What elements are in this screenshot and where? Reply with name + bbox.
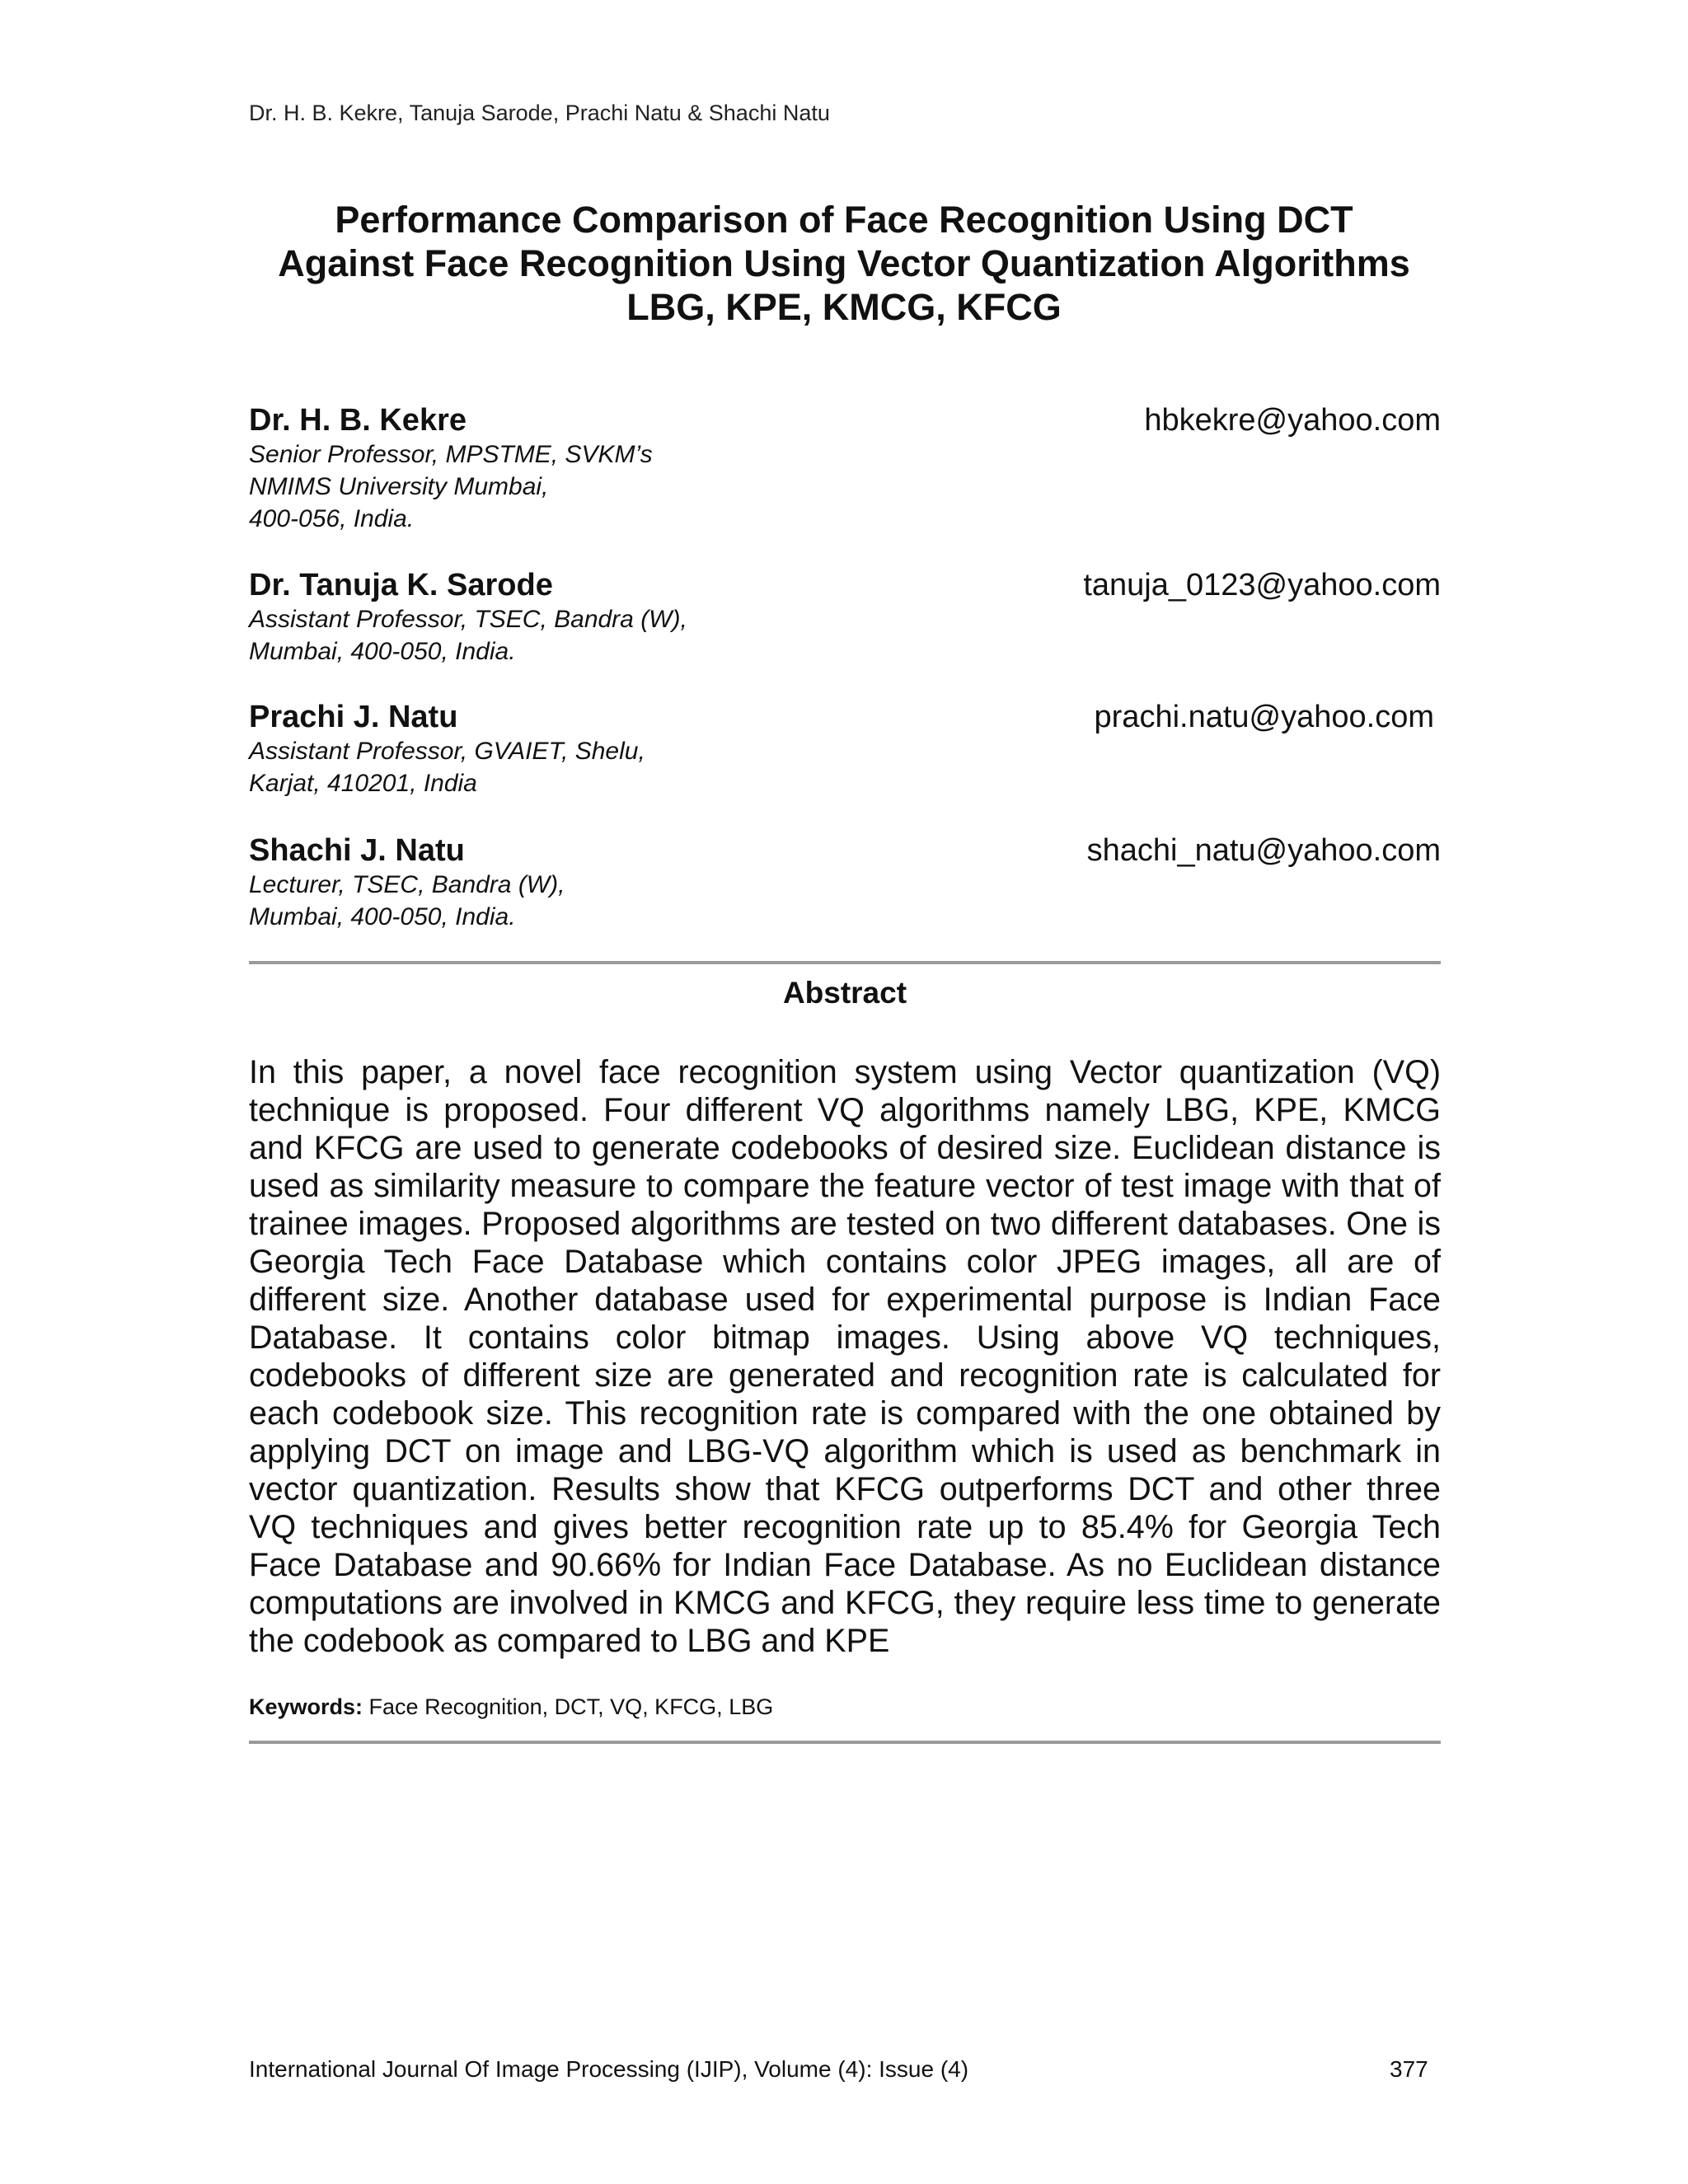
author-name: Prachi J. Natu	[249, 700, 458, 734]
abstract-heading: Abstract	[782, 976, 907, 1010]
author-email: hbkekre@yahoo.com	[1144, 403, 1441, 438]
author-affiliation-line: Karjat, 410201, India	[249, 770, 477, 797]
author-affiliation-line: 400-056, India.	[249, 505, 415, 532]
footer-journal-citation: International Journal Of Image Processing (IJIP), Volume (4): Issue (4)	[249, 2056, 969, 2082]
author-block-kekre	[249, 402, 1441, 535]
abstract-body: In this paper, a novel face recognition system using Vector quantization (VQ) technique is proposed. Four different VQ algorithms namely LBG, KPE, KMCG and KFCG are used to generate codebooks of desired size. Euclidean distance is used as similarity measure to compare the feature vector of test image with that of trainee images. Proposed algorithms are tested on two different databases. One is Georgia Tech Face Database which contains color JPEG images, all are of different size. Another database used for experimental purpose is Indian Face Database. It contains color bitmap images. Using above VQ techniques, codebooks of different size are generated and recognition rate is calculated for each codebook size. This recognition rate is compared with the one obtained by applying DCT on image and LBG-VQ algorithm which is used as benchmark in vector quantization. Results show that KFCG outperforms DCT and other three VQ techniques and gives better recognition rate up to 85.4% for Georgia Tech Face Database and 90.66% for Indian Face Database. As no Euclidean distance computations are involved in KMCG and KFCG, they require less time to generate the codebook as compared to LBG and KPE	[249, 1054, 1441, 1659]
author-email: shachi_natu@yahoo.com	[1086, 833, 1441, 868]
author-affiliation-line: Assistant Professor, TSEC, Bandra (W),	[249, 606, 687, 633]
title-line-3: LBG, KPE, KMCG, KFCG	[626, 286, 1062, 328]
author-block-sarode	[249, 567, 1441, 668]
keywords-label: Keywords:	[249, 1694, 363, 1719]
author-email: tanuja_0123@yahoo.com	[1083, 568, 1441, 602]
author-name: Dr. H. B. Kekre	[249, 403, 467, 438]
author-affiliation-line: Senior Professor, MPSTME, SVKM’s	[249, 441, 653, 468]
title-line-2: Against Face Recognition Using Vector Quantization Algorithms	[278, 242, 1410, 284]
author-name: Shachi J. Natu	[249, 833, 465, 868]
paper-title	[206, 198, 1482, 329]
author-affiliation-line: Mumbai, 400-050, India.	[249, 903, 516, 930]
footer-page-number: 377	[1390, 2056, 1428, 2082]
section-divider-bottom	[249, 1741, 1441, 1744]
author-block-shachi-natu	[249, 832, 1441, 933]
section-divider-top	[249, 961, 1441, 964]
author-affiliation-line: Assistant Professor, GVAIET, Shelu,	[249, 738, 645, 765]
keywords-text: Face Recognition, DCT, VQ, KFCG, LBG	[363, 1694, 774, 1719]
author-block-prachi-natu	[249, 699, 1441, 799]
keywords-line	[249, 1694, 773, 1720]
author-name: Dr. Tanuja K. Sarode	[249, 568, 553, 602]
author-email: prachi.natu@yahoo.com	[1094, 700, 1434, 734]
title-line-1: Performance Comparison of Face Recognition Using DCT	[335, 199, 1353, 241]
running-header: Dr. H. B. Kekre, Tanuja Sarode, Prachi Natu & Shachi Natu	[249, 101, 830, 125]
author-affiliation-line: NMIMS University Mumbai,	[249, 473, 549, 500]
author-affiliation-line: Lecturer, TSEC, Bandra (W),	[249, 871, 565, 898]
author-affiliation-line: Mumbai, 400-050, India.	[249, 638, 516, 665]
